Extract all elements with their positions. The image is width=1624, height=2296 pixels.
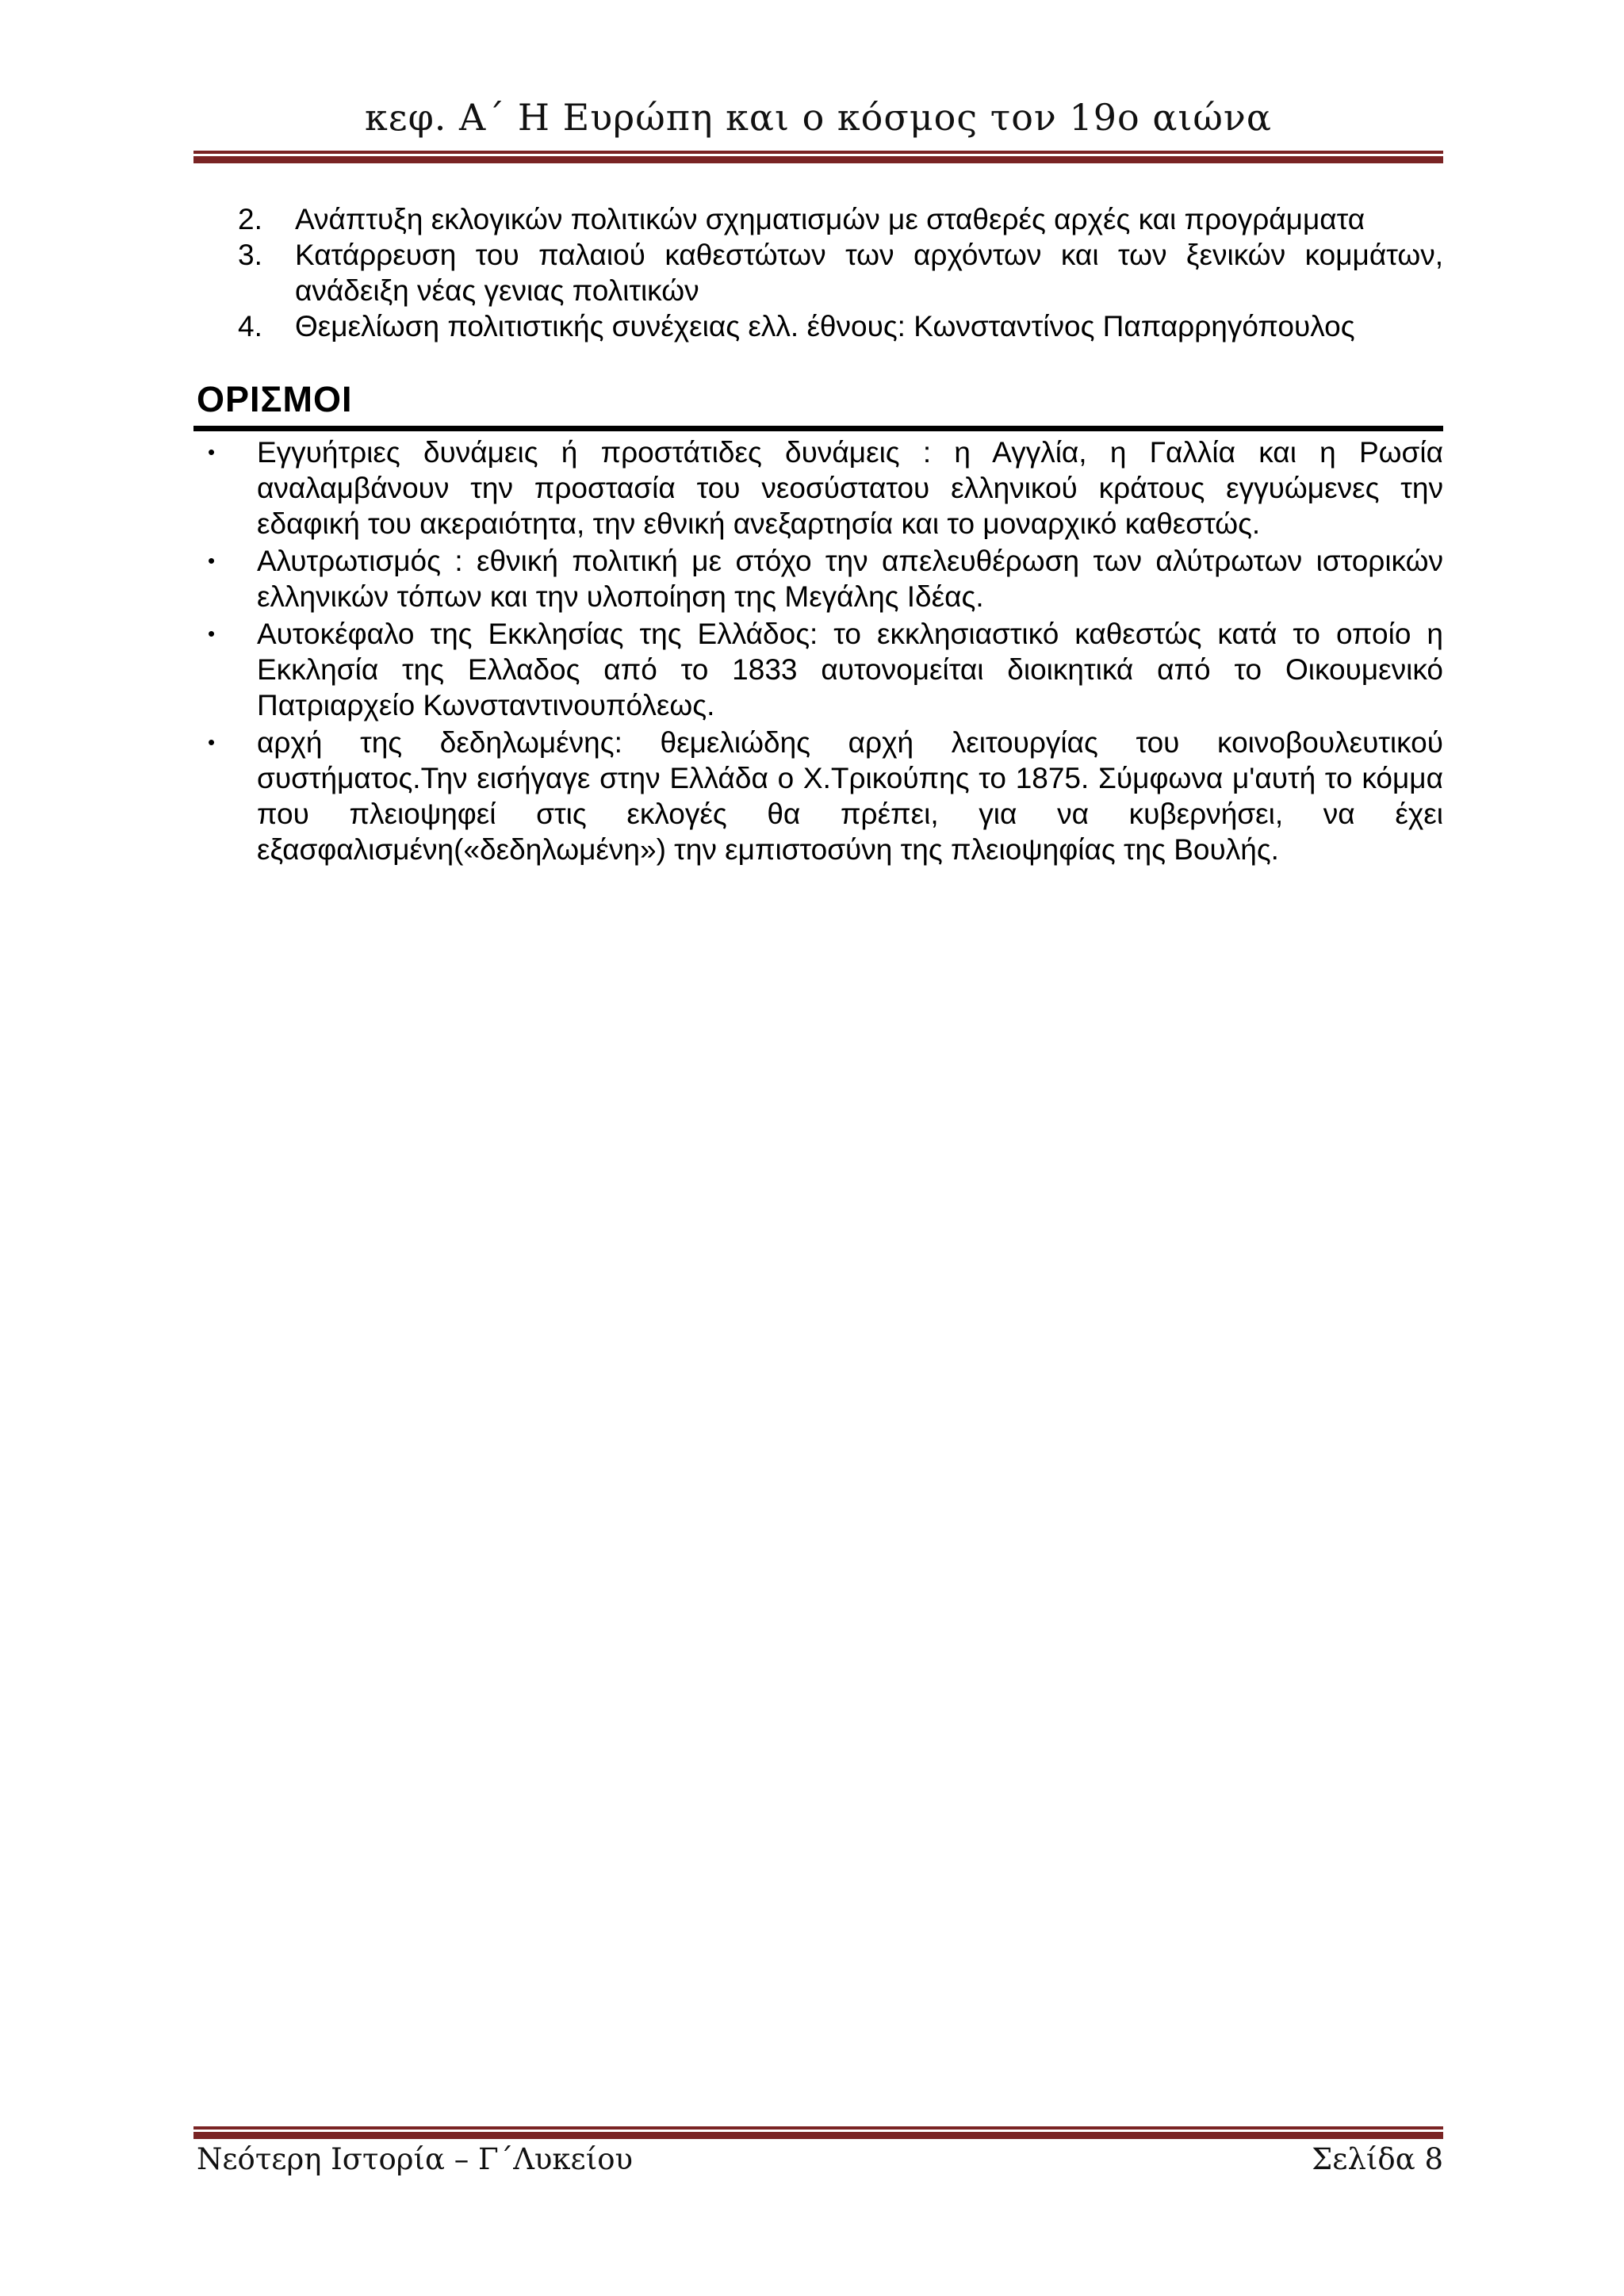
definition-item <box>206 725 1443 867</box>
list-item <box>238 201 1443 237</box>
bullet-icon: • <box>208 622 216 645</box>
definition-item <box>206 543 1443 614</box>
header-rule-thick <box>193 156 1443 163</box>
section-heading-rule <box>193 426 1443 431</box>
footer-course-title: Νεότερη Ιστορία – Γ΄Λυκείου <box>197 2142 633 2176</box>
list-item-number: 3. <box>238 239 262 271</box>
list-item-text: Κατάρρευση του παλαιού καθεστώτων των αρχόντων και των ξενικών κομμάτων, ανάδειξη νέας γενιας πολιτικών <box>295 239 1443 307</box>
header-rule-thin <box>193 151 1443 154</box>
list-item <box>238 237 1443 308</box>
definition-text: Αλυτρωτισμός : εθνική πολιτική με στόχο την απελευθέρωση των αλύτρωτων ιστορικών ελληνικών τόπων και την υλοποίηση της Μεγάλης Ιδέας. <box>257 545 1443 613</box>
list-item-number: 2. <box>238 203 262 235</box>
definition-item <box>206 616 1443 723</box>
footer-page-number: Σελίδα 8 <box>1312 2142 1443 2176</box>
definition-item <box>206 434 1443 541</box>
page-header-title: κεφ. Α΄ Η Ευρώπη και ο κόσμος τον 19ο αιώνα <box>365 96 1272 139</box>
bullet-icon: • <box>208 730 216 754</box>
bullet-icon: • <box>208 549 216 572</box>
definition-text: Εγγυήτριες δυνάμεις ή προστάτιδες δυνάμεις : η Αγγλία, η Γαλλία και η Ρωσία αναλαμβάνουν την προστασία του νεοσύστατου ελληνικού κράτους εγγυώμενες την εδαφική του ακεραιότητα, την εθνική ανεξαρτησία και το μοναρχικό καθεστώς. <box>257 436 1443 540</box>
definition-text: Αυτοκέφαλο της Εκκλησίας της Ελλάδος: το εκκλησιαστικό καθεστώς κατά το οποίο η Εκκλησία της Ελλαδος από το 1833 αυτονομείται διοικητικά από το Οικουμενικό Πατριαρχείο Κωνσταντινουπόλεως. <box>257 618 1443 721</box>
bullet-icon: • <box>208 440 216 464</box>
list-item-text: Ανάπτυξη εκλογικών πολιτικών σχηματισμών με σταθερές αρχές και προγράμματα <box>295 203 1365 235</box>
numbered-list <box>238 201 1443 344</box>
footer-rule-thick <box>193 2132 1443 2139</box>
definitions-list <box>206 434 1443 869</box>
list-item-number: 4. <box>238 310 262 342</box>
definition-text: αρχή της δεδηλωμένης: θεμελιώδης αρχή λειτουργίας του κοινοβουλευτικού συστήματος.Την εισήγαγε στην Ελλάδα ο Χ.Τρικούπης το 1875. Σύμφωνα μ'αυτή το κόμμα που πλειοψηφεί στις εκλογές θα πρέπει, για να κυβερνήσει, να έχει εξασφαλισμένη(«δεδηλωμένη») την εμπιστοσύνη της πλειοψηφίας της Βουλής. <box>257 726 1443 866</box>
section-heading-definitions: ΟΡΙΣΜΟΙ <box>197 379 353 419</box>
footer-rule-thin <box>193 2126 1443 2130</box>
list-item <box>238 308 1443 344</box>
list-item-text: Θεμελίωση πολιτιστικής συνέχειας ελλ. έθνους: Κωνσταντίνος Παπαρρηγόπουλος <box>295 310 1355 342</box>
